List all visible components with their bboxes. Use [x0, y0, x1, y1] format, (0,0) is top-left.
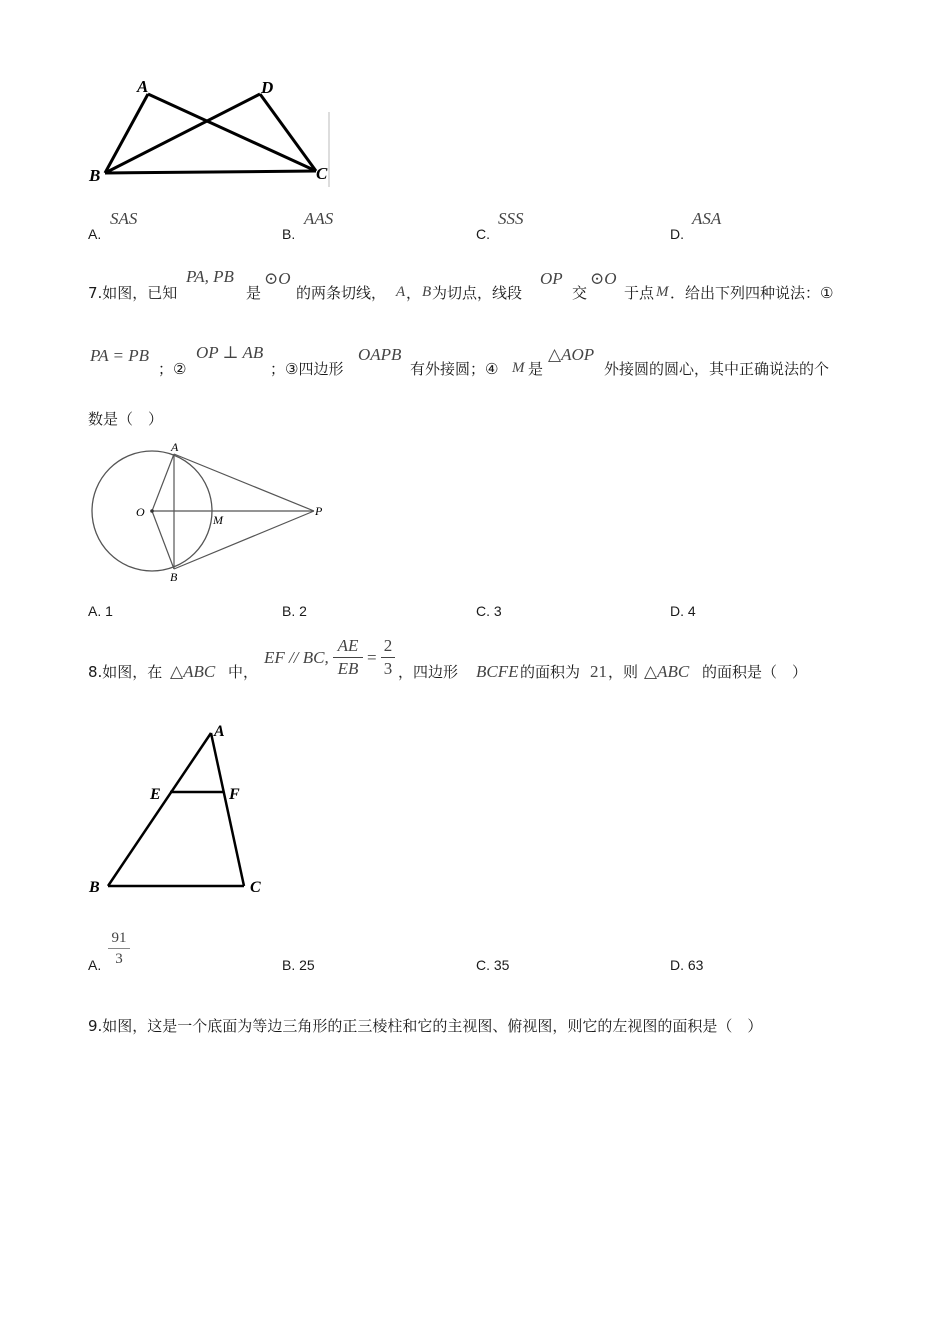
q8-option-c[interactable]: C. 35	[476, 957, 510, 973]
q8-option-a-bar	[108, 948, 130, 949]
q7-math-op-perp-ab: OP ⊥ AB	[196, 343, 264, 362]
q8-label-f: F	[229, 786, 240, 803]
q6-option-a-letter[interactable]: A.	[88, 226, 102, 242]
q7-math-circle-o-2: ⊙O	[590, 269, 617, 288]
q7-text-9: 于点	[624, 284, 655, 302]
q6-option-b-letter[interactable]: B.	[282, 226, 296, 242]
q7-point-m-2: M	[512, 360, 525, 376]
q7-text-l2-2: ；③四边形	[270, 360, 344, 378]
q7-text-3: 的两条切线，	[296, 284, 387, 302]
q7-math-pa-eq-pb: PA = PB	[90, 346, 150, 365]
q6-label-c: C	[316, 164, 328, 183]
q7-segment-oa	[152, 454, 174, 511]
q8-text-4: 的面积为	[520, 663, 581, 681]
q7-text-5: ，	[406, 284, 422, 302]
q6-option-d-letter[interactable]: D.	[670, 226, 684, 242]
q7-math-oapb: OAPB	[358, 345, 402, 364]
q7-point-a: A	[396, 284, 406, 300]
q7-math-triangle-aop: △AOP	[548, 345, 595, 364]
q6-option-a-math: SAS	[110, 209, 138, 228]
q8-math-21: 21	[590, 662, 607, 681]
q7-label-m: M	[213, 513, 223, 527]
q7-text-2: 是	[246, 284, 262, 302]
q8-side-ab	[108, 733, 211, 886]
q8-option-b[interactable]: B. 25	[282, 957, 315, 973]
q7-text-l2-1: ；②	[158, 360, 187, 378]
q6-label-b: B	[89, 166, 101, 185]
q7-segment-ob	[152, 511, 174, 569]
q7-text-l2-5: 是	[528, 360, 544, 378]
q7-text-11: ．给出下列四种说法：①	[670, 284, 834, 302]
q8-label-a: A	[214, 723, 225, 740]
q8-label-e: E	[150, 786, 161, 803]
q7-label-o: O	[136, 505, 145, 519]
q7-point-b: B	[422, 284, 432, 300]
q8-text-6: 的面积是（ ）	[702, 663, 808, 681]
q7-option-c[interactable]: C. 3	[476, 603, 502, 619]
q8-figure	[86, 718, 276, 898]
q6-option-b-math: AAS	[304, 209, 334, 228]
q6-label-d: D	[261, 78, 274, 97]
q7-label-b: B	[170, 570, 178, 584]
q7-label-a: A	[171, 440, 179, 454]
q8-text-5: ，则	[608, 663, 639, 681]
q8-label-b: B	[89, 879, 100, 896]
q6-line-bc	[105, 171, 316, 173]
q7-center-dot	[150, 509, 154, 513]
q8-fraction-bar	[333, 657, 363, 658]
q8-label-c: C	[250, 879, 261, 896]
q6-option-d-math: ASA	[692, 209, 722, 228]
q8-fraction-value-num: 2	[383, 636, 393, 655]
q8-fraction-ae-eb	[333, 636, 363, 679]
q8-text-1: 8.如图，在	[88, 663, 163, 681]
q8-math-triangle-abc-1: △ABC	[170, 662, 216, 681]
q8-side-ac	[211, 733, 244, 886]
q8-option-a-den: 3	[115, 951, 123, 967]
q8-math-triangle-abc-2: △ABC	[644, 662, 690, 681]
q7-math-pa-pb: PA, PB	[186, 267, 234, 286]
q8-fraction-two-thirds	[381, 636, 395, 679]
q6-option-c-letter[interactable]: C.	[476, 226, 490, 242]
q8-math-bcfe: BCFE	[476, 662, 519, 681]
q7-option-a[interactable]: A. 1	[88, 603, 113, 619]
q8-fraction-value-bar	[381, 657, 395, 658]
q8-option-a-fraction	[108, 929, 130, 968]
q7-option-b[interactable]: B. 2	[282, 603, 307, 619]
q7-option-d[interactable]: D. 4	[670, 603, 696, 619]
q8-fraction-den: EB	[337, 659, 359, 678]
q6-label-a: A	[137, 77, 149, 96]
q6-option-c-math: SSS	[498, 209, 524, 228]
q7-label-p: P	[315, 504, 323, 518]
q8-option-a-letter[interactable]: A.	[88, 957, 102, 973]
q7-text-1: 7.如图，已知	[88, 284, 178, 302]
q6-figure	[80, 72, 340, 192]
q7-point-m: M	[656, 284, 669, 300]
q7-math-op: OP	[540, 269, 563, 288]
q7-figure	[86, 440, 336, 585]
q8-option-a-num: 91	[111, 930, 127, 946]
q8-math-ef-parallel-bc: EF // BC,	[264, 648, 329, 667]
q6-line-ac	[148, 94, 316, 171]
q7-tangent-pb	[174, 511, 314, 569]
q7-line3: 数是（ ）	[88, 410, 164, 428]
q7-text-7: 为切点，线段	[432, 284, 523, 302]
q8-option-d[interactable]: D. 63	[670, 957, 704, 973]
q7-tangent-pa	[174, 454, 314, 511]
q7-math-circle-o-1: ⊙O	[264, 269, 291, 288]
q8-text-2: 中，	[228, 663, 259, 681]
q8-equals-sign: =	[367, 648, 377, 667]
q8-text-3: ，四边形	[398, 663, 459, 681]
q7-text-8: 交	[572, 284, 588, 302]
q7-text-l2-3: 有外接圆；④	[410, 360, 499, 378]
q7-text-l2-6: 外接圆的圆心，其中正确说法的个	[604, 360, 830, 378]
q9-stem: 9.如图，这是一个底面为等边三角形的正三棱柱和它的主视图、俯视图，则它的左视图的面积是（ ）	[88, 1017, 763, 1035]
q8-fraction-num: AE	[337, 636, 359, 655]
q8-fraction-value-den: 3	[383, 659, 393, 678]
